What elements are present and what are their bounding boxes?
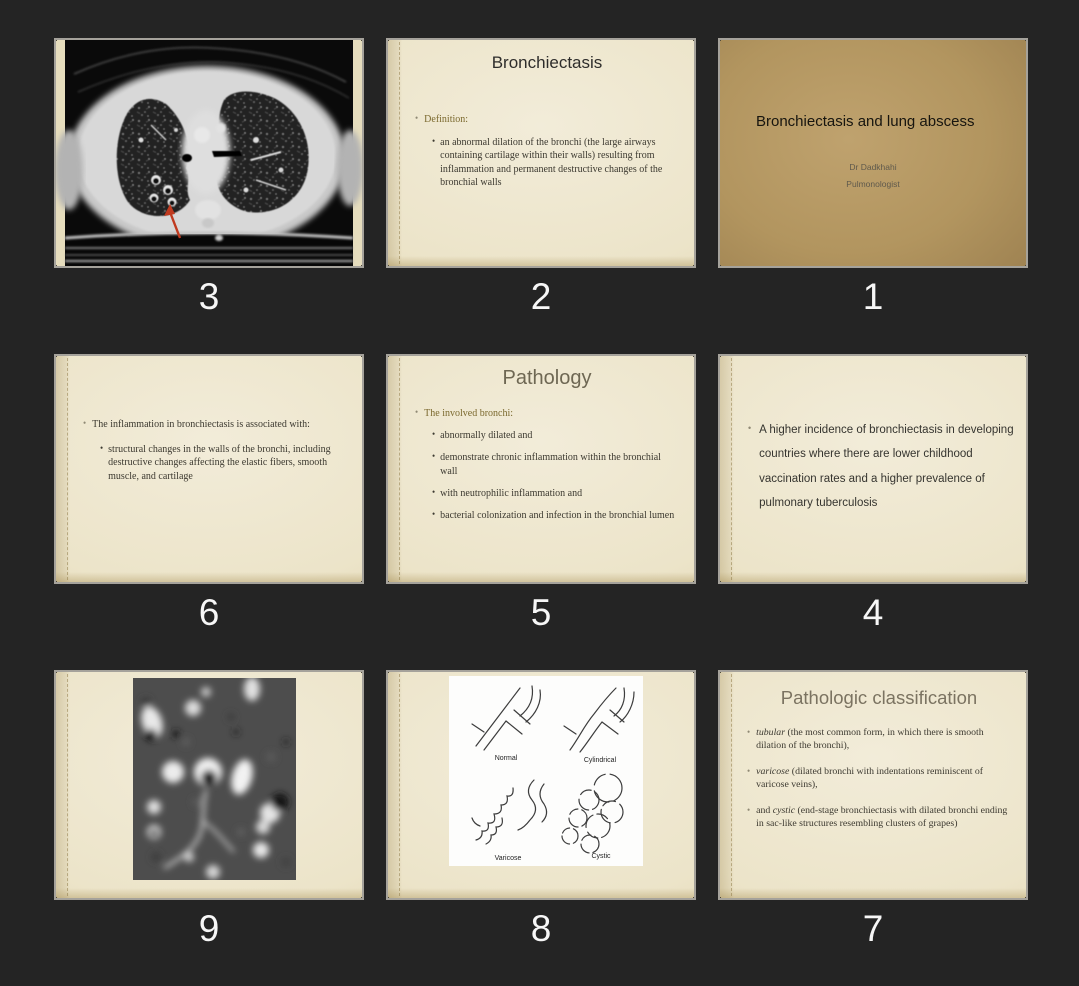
slide-number: 8 xyxy=(530,908,552,949)
bullet-icon: • xyxy=(100,443,104,454)
diagram-label-normal: Normal xyxy=(494,755,518,762)
bullet-icon: • xyxy=(432,451,436,462)
bullet-text: The involved bronchi: xyxy=(424,408,514,419)
bullet-text: The inflammation in bronchiectasis is associated with: xyxy=(92,419,310,430)
bullet-icon: • xyxy=(747,804,751,815)
bullet-text: structural changes in the walls of the bronchi, including destructive changes affecting the elastic fibers, smooth muscle, and cartilage xyxy=(108,444,331,482)
slide-number: 6 xyxy=(198,592,220,633)
ct-scan-image xyxy=(56,40,362,266)
slide-thumbnail-6[interactable] xyxy=(54,354,364,584)
bronchiectasis-types-diagram xyxy=(388,672,694,898)
slide-number: 4 xyxy=(862,592,884,633)
bullet-text: Definition: xyxy=(424,114,469,125)
cell-slide-4 xyxy=(718,354,1028,670)
presentation-title: Bronchiectasis and lung abscess xyxy=(756,113,975,130)
diagram-label-cystic: Cystic xyxy=(591,853,611,860)
slide-number: 1 xyxy=(862,276,884,317)
slide-number: 5 xyxy=(530,592,552,633)
cell-slide-1 xyxy=(718,38,1028,354)
bullet-icon: • xyxy=(83,418,87,428)
cell-slide-5 xyxy=(386,354,696,670)
slide-thumbnail-9[interactable] xyxy=(54,670,364,900)
bullet-icon: • xyxy=(432,508,436,519)
cell-slide-6 xyxy=(54,354,364,670)
slide-title: Pathologic classification xyxy=(780,687,978,708)
bullet-text: bacterial colonization and infection in the bronchial lumen xyxy=(440,509,675,521)
bullet-icon: • xyxy=(747,765,751,776)
cell-slide-3 xyxy=(54,38,364,354)
bullet-text: varicose (dilated bronchi with indentations reminiscent of varicose veins), xyxy=(756,765,984,790)
bullet-text: an abnormal dilation of the bronchi (the large airways containing cartilage within their walls) resulting from inflammation and permanent destructive changes of the bronchial walls xyxy=(440,137,663,188)
bullet-text: tubular (the most common form, in which there is smooth dilation of the bronchi), xyxy=(756,727,984,751)
bullet-icon: • xyxy=(415,113,419,123)
bullet-text: and cystic (end-stage bronchiectasis with dilated bronchi ending in sac-like structures resembling clusters of grapes) xyxy=(756,804,1008,829)
bullet-text: with neutrophilic inflammation and xyxy=(440,487,583,499)
bullet-text: abnormally dilated and xyxy=(440,430,533,442)
bullet-icon: • xyxy=(432,486,436,497)
slide-number: 3 xyxy=(198,276,220,317)
slide-thumbnail-5[interactable] xyxy=(386,354,696,584)
slide-thumbnail-2[interactable] xyxy=(386,38,696,268)
cell-slide-9 xyxy=(54,670,364,986)
slide-title: Pathology xyxy=(502,367,592,389)
margin-line xyxy=(731,358,732,580)
bullet-icon: • xyxy=(747,727,751,737)
slide-number: 9 xyxy=(198,908,220,949)
presentation-author xyxy=(720,159,1026,192)
slide-number: 7 xyxy=(862,908,884,949)
diagram-label-varicose: Varicose xyxy=(494,855,522,862)
slide-number: 2 xyxy=(530,276,552,317)
bullet-icon: • xyxy=(432,136,436,147)
slide-title: Bronchiectasis xyxy=(491,53,603,72)
slide-thumbnail-4[interactable] xyxy=(718,354,1028,584)
slide-thumbnail-1[interactable] xyxy=(718,38,1028,268)
author-role: Pulmonologist xyxy=(846,178,900,189)
bullet-text: demonstrate chronic inflammation within the bronchial wall xyxy=(440,452,661,477)
slide-sorter-grid xyxy=(54,38,1079,986)
bullet-icon: • xyxy=(432,429,436,440)
bullet-icon: • xyxy=(748,423,752,433)
cell-slide-8 xyxy=(386,670,696,986)
diagram-label-cylindrical: Cylindrical xyxy=(583,757,617,764)
bullet-icon: • xyxy=(415,407,419,417)
slide-paragraph: A higher incidence of bronchiectasis in developing countries where there are lower childhood vaccination rates and a higher prevalence of pulmonary tuberculosis xyxy=(759,424,1014,510)
slide-thumbnail-8[interactable] xyxy=(386,670,696,900)
slide-thumbnail-3[interactable] xyxy=(54,38,364,268)
cell-slide-2 xyxy=(386,38,696,354)
author-name: Dr Dadkhahi xyxy=(849,162,897,172)
cell-slide-7 xyxy=(718,670,1028,986)
ct-zoom-image xyxy=(56,672,362,898)
slide-thumbnail-7[interactable] xyxy=(718,670,1028,900)
